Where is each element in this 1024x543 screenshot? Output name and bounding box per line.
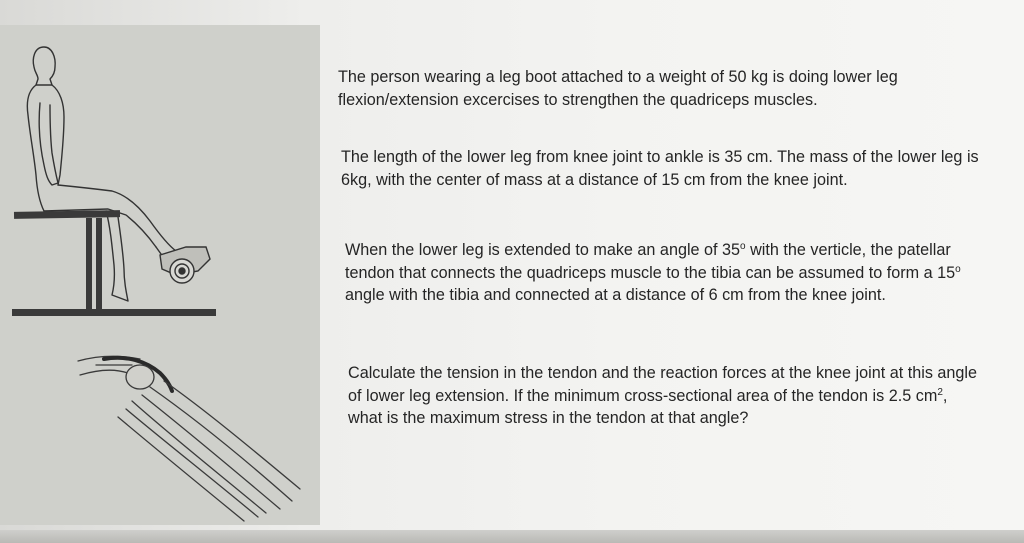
patella [126, 365, 154, 389]
degree-symbol-2: o [955, 263, 961, 275]
arm-outline [39, 103, 58, 185]
boot-weight-illustration [160, 247, 210, 283]
hanging-leg-outline [106, 211, 128, 301]
figure-panel [0, 25, 320, 525]
fibula-outline-2 [126, 409, 258, 517]
degree-symbol-1: o [740, 241, 746, 252]
squared-superscript: 2 [937, 386, 943, 398]
para4-text-1: Calculate the tension in the tendon and the reaction forces at the knee joint at this angle of lower leg extension. If the minimum cross-sectional area of the tendon is 2.5 cm [348, 364, 978, 405]
problem-paragraph-2: The length of the lower leg from knee joint to ankle is 35 cm. The mass of the lower leg is 6kg, with the center of mass at a distance of 15 cm from the knee joint. [341, 148, 979, 189]
para3-text-3: angle with the tibia and connected at a distance of 6 cm from the knee joint. [345, 286, 886, 304]
problem-paragraph-4 [348, 362, 978, 430]
thigh-top-outline [58, 185, 176, 251]
femur-bottom-outline [80, 370, 128, 375]
problem-paragraph-1: The person wearing a leg boot attached to a weight of 50 kg is doing lower leg flexion/extension excercises to strengthen the quadriceps muscles. [338, 68, 898, 109]
para3-text-1: When the lower leg is extended to make an angle of 35 [345, 241, 741, 259]
bench-leg-left [86, 218, 92, 310]
tibia-outline-2 [142, 395, 280, 509]
tibia-outline-1 [150, 387, 292, 501]
bench-leg-right [96, 218, 102, 310]
weight-disk-hub [179, 268, 185, 274]
problem-paragraph-3 [345, 239, 975, 307]
para3-text-2: with the verticle, the patellar tendon that connects the quadriceps muscle to the tibia can be assumed to form a 15 [345, 241, 956, 282]
bench-base [12, 309, 216, 316]
calf-outline [118, 417, 244, 521]
screen-bottom-edge [0, 530, 1024, 543]
knee-tendon-illustration [78, 356, 300, 521]
head-outline [33, 47, 55, 85]
bench-seat [14, 210, 120, 219]
para4-text-2: , what is the maximum stress in the tendon at that angle? [348, 386, 948, 427]
fibula-outline-1 [132, 401, 266, 513]
front-outline [52, 85, 64, 185]
figure-illustrations [0, 25, 320, 525]
